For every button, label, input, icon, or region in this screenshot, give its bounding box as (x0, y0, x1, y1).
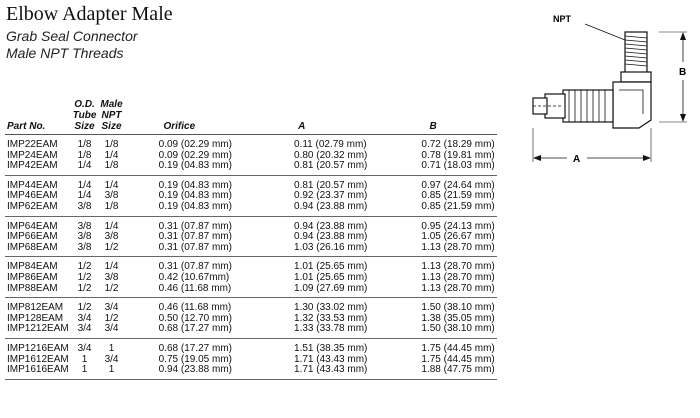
dimension-a-cell: 1.01 (25.65 mm) (294, 271, 368, 283)
male-npt-size-cell: 1 (108, 342, 115, 354)
male-npt-size-cell: 1/2 (104, 312, 119, 324)
dimension-a-cell: 0.94 (23.88 mm) (294, 220, 368, 232)
orifice-cell: 0.19 (04.83 mm) (158, 179, 233, 191)
orifice-cell: 0.46 (11.68 mm) (125, 284, 234, 298)
orifice-cell: 0.75 (19.05 mm) (158, 353, 233, 365)
od-tube-size-cell: 1/8 (77, 139, 92, 150)
dimension-a-cell: 1.09 (27.69 mm) (234, 284, 369, 298)
table-row (5, 202, 497, 216)
dimension-b-cell: 1.75 (44.45 mm) (421, 342, 495, 354)
male-npt-size-cell: 1/2 (98, 284, 124, 298)
part-number-cell: IMP62EAM (5, 202, 71, 216)
od-tube-size-cell: 1/4 (77, 179, 92, 191)
part-number-cell: IMP86EAM (7, 271, 58, 283)
male-npt-size-cell: 3/4 (104, 302, 119, 314)
table-row (5, 243, 497, 257)
orifice-cell: 0.09 (02.29 mm) (158, 139, 233, 150)
dimension-b-cell: 0.71 (18.03 mm) (369, 161, 496, 175)
dimension-b-cell: 1.13 (28.70 mm) (421, 271, 495, 283)
table-row (5, 257, 497, 273)
male-npt-size-cell: 1/4 (104, 149, 119, 161)
dimension-a-cell: 0.80 (20.32 mm) (294, 149, 368, 161)
col-a: A (234, 99, 369, 135)
spec-table (5, 99, 497, 380)
col-od-tube-size: O.D. Tube Size (71, 99, 99, 135)
table-row (5, 365, 497, 379)
subtitle-threads: Male NPT Threads (6, 45, 124, 61)
orifice-cell: 0.42 (10.67mm) (158, 271, 230, 283)
male-npt-size-cell: 3/8 (104, 271, 119, 283)
col-part-no: Part No. (5, 99, 71, 135)
table-header-row (5, 99, 497, 135)
orifice-cell: 0.19 (04.83 mm) (125, 161, 234, 175)
part-number-cell: IMP1616EAM (5, 365, 71, 379)
dimension-b-cell: 0.85 (21.59 mm) (369, 202, 496, 216)
part-number-cell: IMP812EAM (7, 302, 64, 314)
part-number-cell: IMP84EAM (7, 261, 58, 273)
part-number-cell: IMP66EAM (7, 231, 58, 243)
od-tube-size-cell: 1 (71, 365, 99, 379)
od-tube-size-cell: 1/2 (77, 302, 92, 314)
od-tube-size-cell: 3/4 (77, 342, 92, 354)
dimension-a-cell: 0.81 (20.57 mm) (294, 179, 368, 191)
subtitle-connector: Grab Seal Connector (6, 28, 138, 44)
dimension-a-cell: 0.92 (23.37 mm) (294, 190, 368, 202)
male-npt-size-cell: 3/8 (104, 231, 119, 243)
orifice-cell: 0.68 (17.27 mm) (125, 324, 234, 338)
dimension-a-cell: 0.11 (02.79 mm) (294, 139, 367, 150)
part-number-cell: IMP24EAM (7, 149, 58, 161)
elbow-adapter-drawing (527, 10, 697, 170)
dimension-b-cell: 1.50 (38.10 mm) (421, 302, 495, 314)
dimension-b-cell: 1.05 (26.67 mm) (421, 231, 495, 243)
dimension-b-label: B (679, 67, 687, 78)
dimension-a-cell: 0.81 (20.57 mm) (234, 161, 369, 175)
dimension-a-cell: 1.30 (33.02 mm) (294, 302, 368, 314)
part-number-cell: IMP1212EAM (5, 324, 71, 338)
orifice-cell: 0.19 (04.83 mm) (158, 190, 233, 202)
dimension-b-cell: 0.72 (18.29 mm) (421, 139, 495, 150)
part-number-cell: IMP42EAM (5, 161, 71, 175)
male-npt-size-cell: 1 (98, 365, 124, 379)
male-npt-size-cell: 1/8 (98, 202, 124, 216)
orifice-cell: 0.31 (07.87 mm) (158, 231, 233, 243)
table-row (5, 175, 497, 191)
part-number-cell: IMP88EAM (5, 284, 71, 298)
dimension-a-cell: 1.03 (26.16 mm) (234, 243, 369, 257)
dimension-a-cell: 1.01 (25.65 mm) (294, 261, 368, 273)
od-tube-size-cell: 1/8 (77, 149, 92, 161)
dimension-b-cell: 1.88 (47.75 mm) (369, 365, 496, 379)
orifice-cell: 0.94 (23.88 mm) (125, 365, 234, 379)
part-number-cell: IMP128EAM (7, 312, 64, 324)
table-row (5, 298, 497, 314)
part-number-cell: IMP22EAM (7, 139, 58, 150)
od-tube-size-cell: 1/2 (77, 261, 92, 273)
col-b: B (369, 99, 496, 135)
table-row (5, 161, 497, 175)
part-number-cell: IMP64EAM (7, 220, 58, 232)
table-row (5, 338, 497, 354)
table-row (5, 324, 497, 338)
dimension-a-cell: 0.94 (23.88 mm) (294, 231, 368, 243)
dimension-b-cell: 1.13 (28.70 mm) (369, 243, 496, 257)
dimension-b-cell: 0.97 (24.64 mm) (421, 179, 495, 191)
male-npt-size-cell: 3/8 (104, 190, 119, 202)
male-npt-size-cell: 1/8 (104, 139, 119, 150)
dimension-a-cell: 1.71 (43.43 mm) (294, 353, 368, 365)
dimension-a-cell: 1.32 (33.53 mm) (294, 312, 368, 324)
dimension-b-cell: 1.50 (38.10 mm) (369, 324, 496, 338)
male-npt-size-cell: 1/4 (104, 179, 119, 191)
male-npt-size-cell: 1/2 (98, 243, 124, 257)
od-tube-size-cell: 1/2 (71, 284, 99, 298)
orifice-cell: 0.68 (17.27 mm) (158, 342, 233, 354)
part-number-cell: IMP68EAM (5, 243, 71, 257)
dimension-b-cell: 0.85 (21.59 mm) (421, 190, 495, 202)
spec-table-body (5, 135, 497, 380)
col-orifice: Orifice (125, 99, 234, 135)
od-tube-size-cell: 3/4 (77, 312, 92, 324)
part-number-cell: IMP44EAM (7, 179, 58, 191)
dimension-b-cell: 1.13 (28.70 mm) (421, 261, 495, 273)
part-number-cell: IMP46EAM (7, 190, 58, 202)
od-tube-size-cell: 3/8 (71, 202, 99, 216)
dimension-b-cell: 0.95 (24.13 mm) (421, 220, 495, 232)
orifice-cell: 0.31 (07.87 mm) (158, 261, 233, 273)
orifice-cell: 0.31 (07.87 mm) (125, 243, 234, 257)
dimension-b-cell: 1.13 (28.70 mm) (369, 284, 496, 298)
col-male-npt-size: Male NPT Size (98, 99, 124, 135)
od-tube-size-cell: 1/4 (71, 161, 99, 175)
orifice-cell: 0.31 (07.87 mm) (158, 220, 233, 232)
table-row (5, 135, 497, 151)
dimension-a-cell: 0.94 (23.88 mm) (234, 202, 369, 216)
orifice-cell: 0.50 (12.70 mm) (158, 312, 233, 324)
male-npt-size-cell: 1/8 (98, 161, 124, 175)
od-tube-size-cell: 1/4 (77, 190, 92, 202)
od-tube-size-cell: 1/2 (77, 271, 92, 283)
part-number-cell: IMP1612EAM (7, 353, 69, 365)
dimension-b-cell: 1.38 (35.05 mm) (421, 312, 495, 324)
table-row (5, 216, 497, 232)
male-npt-size-cell: 1/4 (104, 261, 119, 273)
dimension-a-cell: 1.51 (38.35 mm) (294, 342, 368, 354)
od-tube-size-cell: 3/4 (71, 324, 99, 338)
od-tube-size-cell: 1 (81, 353, 88, 365)
page-title: Elbow Adapter Male (6, 3, 173, 25)
npt-label: NPT (553, 14, 571, 24)
male-npt-size-cell: 3/4 (104, 353, 119, 365)
table-row (5, 284, 497, 298)
dimension-b-cell: 0.78 (19.81 mm) (421, 149, 495, 161)
part-number-cell: IMP1216EAM (7, 342, 69, 354)
orifice-cell: 0.46 (11.68 mm) (158, 302, 232, 314)
dimension-a-cell: 1.33 (33.78 mm) (234, 324, 369, 338)
orifice-cell: 0.09 (02.29 mm) (158, 149, 233, 161)
od-tube-size-cell: 3/8 (71, 243, 99, 257)
od-tube-size-cell: 3/8 (77, 220, 92, 232)
male-npt-size-cell: 1/4 (104, 220, 119, 232)
dimension-a-label: A (573, 154, 581, 165)
dimension-a-cell: 1.71 (43.43 mm) (234, 365, 369, 379)
dimension-b-cell: 1.75 (44.45 mm) (421, 353, 495, 365)
orifice-cell: 0.19 (04.83 mm) (125, 202, 234, 216)
od-tube-size-cell: 3/8 (77, 231, 92, 243)
male-npt-size-cell: 3/4 (98, 324, 124, 338)
table-row (5, 273, 497, 284)
